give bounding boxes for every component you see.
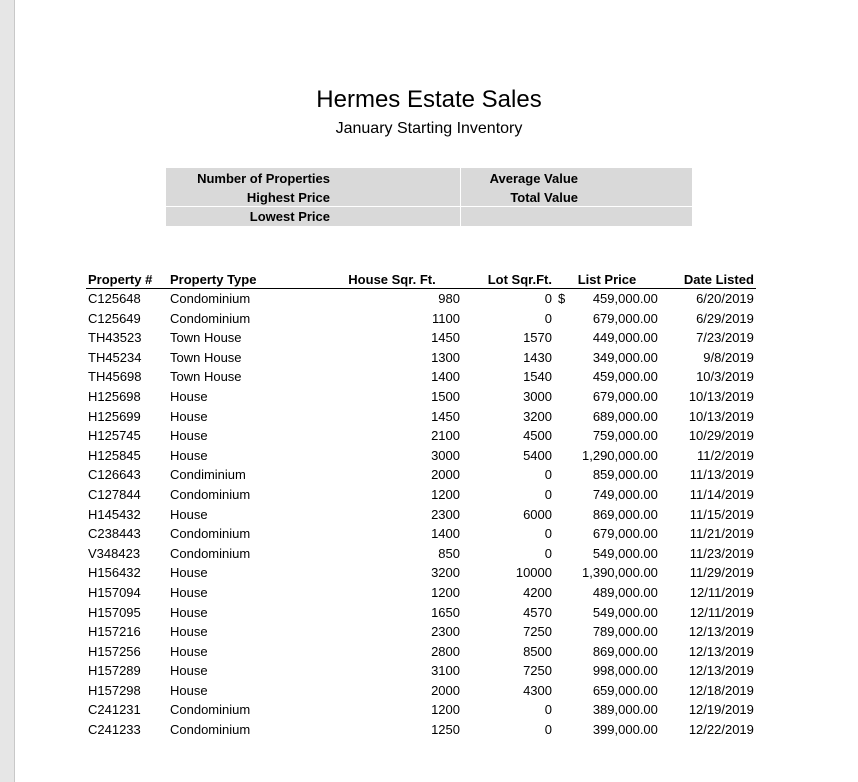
currency-symbol: [554, 603, 580, 623]
lot-sqft-cell: 0: [544, 545, 552, 561]
table-row: [86, 642, 756, 662]
table-row: [86, 328, 756, 348]
report-subtitle: January Starting Inventory: [335, 120, 523, 137]
currency-symbol: [554, 524, 580, 544]
house-sqft-cell: 1200: [431, 702, 460, 718]
house-sqft-cell: 3000: [431, 447, 460, 463]
property-id-cell: H125745: [88, 428, 141, 444]
currency-symbol: [554, 309, 580, 329]
property-id-cell: H156432: [88, 565, 141, 581]
property-type-cell: House: [170, 604, 208, 620]
lot-sqft-cell: 1540: [523, 369, 552, 385]
date-listed-cell: 12/13/2019: [688, 663, 754, 679]
house-sqft-cell: 2300: [431, 624, 460, 640]
property-id-cell: TH43523: [88, 330, 142, 346]
table-row: [86, 446, 756, 466]
date-listed-cell: 6/29/2019: [696, 310, 754, 326]
property-id-cell: C238443: [88, 526, 141, 542]
date-listed-cell: 11/23/2019: [689, 545, 754, 561]
table-row: [86, 563, 756, 583]
currency-symbol: [554, 328, 580, 348]
lot-sqft-cell: 1430: [523, 349, 552, 365]
table-row: [86, 720, 756, 740]
table-row: [86, 348, 756, 368]
table-row: [86, 661, 756, 681]
date-listed-cell: 12/19/2019: [688, 702, 754, 718]
property-id-cell: H157256: [88, 643, 141, 659]
list-price-cell: 749,000.00: [592, 486, 658, 502]
property-id-cell: TH45698: [88, 369, 142, 385]
property-type-cell: House: [170, 447, 208, 463]
table-row: [86, 289, 756, 309]
property-id-cell: H157289: [88, 663, 141, 679]
table-row: [86, 622, 756, 642]
property-id-cell: H157095: [88, 604, 141, 620]
lot-sqft-cell: 0: [544, 722, 552, 738]
house-sqft-cell: 1100: [432, 310, 460, 326]
table-row: [86, 367, 756, 387]
list-price-cell: 549,000.00: [592, 545, 658, 561]
property-type-cell: House: [170, 388, 208, 404]
property-type-cell: House: [170, 506, 208, 522]
currency-symbol: [554, 485, 580, 505]
table-row: [86, 407, 756, 427]
house-sqft-cell: 1500: [431, 388, 460, 404]
property-type-cell: Condominium: [170, 722, 251, 738]
house-sqft-cell: 3200: [431, 565, 460, 581]
lot-sqft-cell: 0: [544, 310, 552, 326]
list-price-cell: 399,000.00: [592, 722, 658, 738]
lot-sqft-cell: 3000: [523, 388, 552, 404]
table-row: [86, 505, 756, 525]
property-id-cell: C125649: [88, 310, 141, 326]
property-type-cell: House: [170, 624, 208, 640]
property-id-cell: C241233: [88, 722, 141, 738]
inventory-table: [86, 271, 756, 740]
lot-sqft-cell: 0: [544, 291, 552, 306]
list-price-cell: 998,000.00: [592, 663, 658, 679]
header-list-price: List Price: [554, 271, 660, 289]
list-price-cell: 389,000.00: [592, 702, 658, 718]
average-value-label: Average Value: [489, 171, 578, 186]
lot-sqft-cell: 4300: [523, 682, 552, 698]
table-row: [86, 681, 756, 701]
date-listed-cell: 11/21/2019: [689, 526, 754, 542]
lot-sqft-cell: 10000: [515, 565, 552, 581]
property-id-cell: C127844: [88, 486, 141, 502]
list-price-cell: 679,000.00: [592, 388, 658, 404]
date-listed-cell: 6/20/2019: [696, 291, 754, 306]
house-sqft-cell: 1400: [431, 526, 460, 542]
currency-symbol: [554, 367, 580, 387]
property-type-cell: House: [170, 408, 208, 424]
table-row: [86, 700, 756, 720]
header-date-listed: Date Listed: [660, 271, 756, 289]
list-price-cell: 689,000.00: [592, 408, 658, 424]
currency-symbol: [554, 642, 580, 662]
house-sqft-cell: 1200: [431, 584, 460, 600]
summary-block: [166, 168, 692, 226]
date-listed-cell: 9/8/2019: [703, 349, 754, 365]
lot-sqft-cell: 8500: [523, 643, 552, 659]
property-id-cell: C126643: [88, 467, 141, 483]
currency-symbol: [554, 720, 580, 740]
date-listed-cell: 12/18/2019: [688, 682, 754, 698]
header-property-type: Property Type: [168, 271, 322, 289]
property-id-cell: H145432: [88, 506, 141, 522]
property-type-cell: Condominium: [170, 526, 251, 542]
property-type-cell: Condominium: [170, 702, 251, 718]
table-row: [86, 309, 756, 329]
list-price-cell: 789,000.00: [592, 624, 658, 640]
lot-sqft-cell: 0: [544, 467, 552, 483]
date-listed-cell: 7/23/2019: [696, 330, 754, 346]
date-listed-cell: 12/13/2019: [688, 624, 754, 640]
currency-symbol: [554, 622, 580, 642]
lot-sqft-cell: 4500: [523, 428, 552, 444]
date-listed-cell: 11/29/2019: [689, 565, 754, 581]
property-id-cell: H125845: [88, 447, 141, 463]
date-listed-cell: 11/2/2019: [697, 447, 754, 463]
list-price-cell: 489,000.00: [592, 584, 658, 600]
property-id-cell: C241231: [88, 702, 141, 718]
currency-symbol: [554, 563, 580, 583]
lot-sqft-cell: 7250: [523, 624, 552, 640]
list-price-cell: 759,000.00: [592, 428, 658, 444]
currency-symbol: [554, 661, 580, 681]
list-price-cell: 449,000.00: [592, 330, 658, 346]
currency-symbol: [554, 348, 580, 368]
list-price-cell: 859,000.00: [592, 467, 658, 483]
property-id-cell: H157216: [88, 624, 141, 640]
date-listed-cell: 12/11/2019: [689, 584, 754, 600]
lot-sqft-cell: 0: [544, 486, 552, 502]
table-row: [86, 485, 756, 505]
currency-symbol: [554, 446, 580, 466]
table-row: [86, 583, 756, 603]
property-id-cell: H125699: [88, 408, 141, 424]
table-row: [86, 524, 756, 544]
lot-sqft-cell: 5400: [523, 447, 552, 463]
house-sqft-cell: 3100: [431, 663, 460, 679]
list-price-cell: 459,000.00: [592, 369, 658, 385]
house-sqft-cell: 1200: [431, 486, 460, 502]
property-type-cell: House: [170, 643, 208, 659]
house-sqft-cell: 2000: [431, 467, 460, 483]
property-type-cell: Town House: [170, 369, 242, 385]
currency-symbol: [554, 387, 580, 407]
lowest-price-label: Lowest Price: [249, 209, 330, 224]
currency-symbol: [554, 544, 580, 564]
header-property-number: Property #: [86, 271, 168, 289]
list-price-cell: 349,000.00: [592, 349, 658, 365]
currency-symbol: [554, 407, 580, 427]
house-sqft-cell: 2100: [431, 428, 460, 444]
highest-price-label: Highest Price: [246, 190, 330, 205]
date-listed-cell: 11/14/2019: [689, 486, 754, 502]
lot-sqft-cell: 1570: [523, 330, 552, 346]
property-type-cell: Town House: [170, 349, 242, 365]
property-type-cell: House: [170, 663, 208, 679]
list-price-cell: 1,390,000.00: [582, 565, 658, 581]
list-price-cell: 1,290,000.00: [582, 447, 658, 463]
list-price-cell: 869,000.00: [592, 643, 658, 659]
property-type-cell: House: [170, 584, 208, 600]
list-price-cell: 869,000.00: [592, 506, 658, 522]
property-id-cell: V348423: [88, 545, 141, 561]
house-sqft-cell: 1250: [431, 722, 460, 738]
number-of-properties-label: Number of Properties: [197, 171, 330, 186]
property-id-cell: H125698: [88, 388, 141, 404]
property-type-cell: Condiminium: [170, 467, 246, 483]
currency-symbol: [554, 583, 580, 603]
property-id-cell: H157298: [88, 682, 141, 698]
house-sqft-cell: 2300: [431, 506, 460, 522]
table-header-row: [86, 271, 756, 289]
property-type-cell: House: [170, 428, 208, 444]
house-sqft-cell: 1400: [431, 369, 460, 385]
list-price-cell: 549,000.00: [592, 604, 658, 620]
list-price-cell: 679,000.00: [592, 526, 658, 542]
list-price-cell: 679,000.00: [592, 310, 658, 326]
property-type-cell: Condominium: [170, 486, 251, 502]
lot-sqft-cell: 3200: [523, 408, 552, 424]
header-lot-sqft: Lot Sqr.Ft.: [462, 271, 554, 289]
list-price-cell: 659,000.00: [592, 682, 658, 698]
date-listed-cell: 10/3/2019: [696, 369, 754, 385]
property-type-cell: Town House: [170, 330, 242, 346]
currency-symbol: [554, 505, 580, 525]
property-type-cell: House: [170, 682, 208, 698]
property-type-cell: Condominium: [170, 545, 251, 561]
property-type-cell: Condominium: [170, 310, 251, 326]
table-row: [86, 387, 756, 407]
date-listed-cell: 10/29/2019: [688, 428, 754, 444]
currency-symbol: [554, 426, 580, 446]
lot-sqft-cell: 6000: [523, 506, 552, 522]
house-sqft-cell: 850: [438, 545, 460, 561]
date-listed-cell: 10/13/2019: [688, 408, 754, 424]
report-title: Hermes Estate Sales: [316, 86, 542, 113]
lot-sqft-cell: 0: [544, 526, 552, 542]
property-id-cell: H157094: [88, 584, 141, 600]
table-row: [86, 426, 756, 446]
date-listed-cell: 12/13/2019: [688, 643, 754, 659]
lot-sqft-cell: 0: [544, 702, 552, 718]
lot-sqft-cell: 7250: [523, 663, 552, 679]
list-price-cell: 459,000.00: [592, 291, 658, 306]
house-sqft-cell: 2800: [431, 643, 460, 659]
date-listed-cell: 11/15/2019: [689, 506, 754, 522]
property-type-cell: Condominium: [170, 291, 251, 306]
property-id-cell: C125648: [88, 291, 141, 306]
date-listed-cell: 12/11/2019: [689, 604, 754, 620]
header-house-sqft: House Sqr. Ft.: [322, 271, 462, 289]
table-row: [86, 603, 756, 623]
house-sqft-cell: 1450: [431, 330, 460, 346]
currency-symbol: [554, 700, 580, 720]
property-type-cell: House: [170, 565, 208, 581]
property-id-cell: TH45234: [88, 349, 142, 365]
house-sqft-cell: 2000: [431, 682, 460, 698]
lot-sqft-cell: 4200: [523, 584, 552, 600]
house-sqft-cell: 980: [438, 291, 460, 306]
date-listed-cell: 11/13/2019: [689, 467, 754, 483]
house-sqft-cell: 1300: [431, 349, 460, 365]
currency-symbol: $: [558, 291, 566, 306]
currency-symbol: [554, 465, 580, 485]
house-sqft-cell: 1450: [431, 408, 460, 424]
summary-divider: [166, 206, 692, 207]
date-listed-cell: 12/22/2019: [688, 722, 754, 738]
currency-symbol: [554, 681, 580, 701]
house-sqft-cell: 1650: [431, 604, 460, 620]
lot-sqft-cell: 4570: [523, 604, 552, 620]
table-row: [86, 465, 756, 485]
summary-left-cell: [166, 168, 461, 226]
date-listed-cell: 10/13/2019: [688, 388, 754, 404]
table-row: [86, 544, 756, 564]
total-value-label: Total Value: [510, 190, 578, 205]
